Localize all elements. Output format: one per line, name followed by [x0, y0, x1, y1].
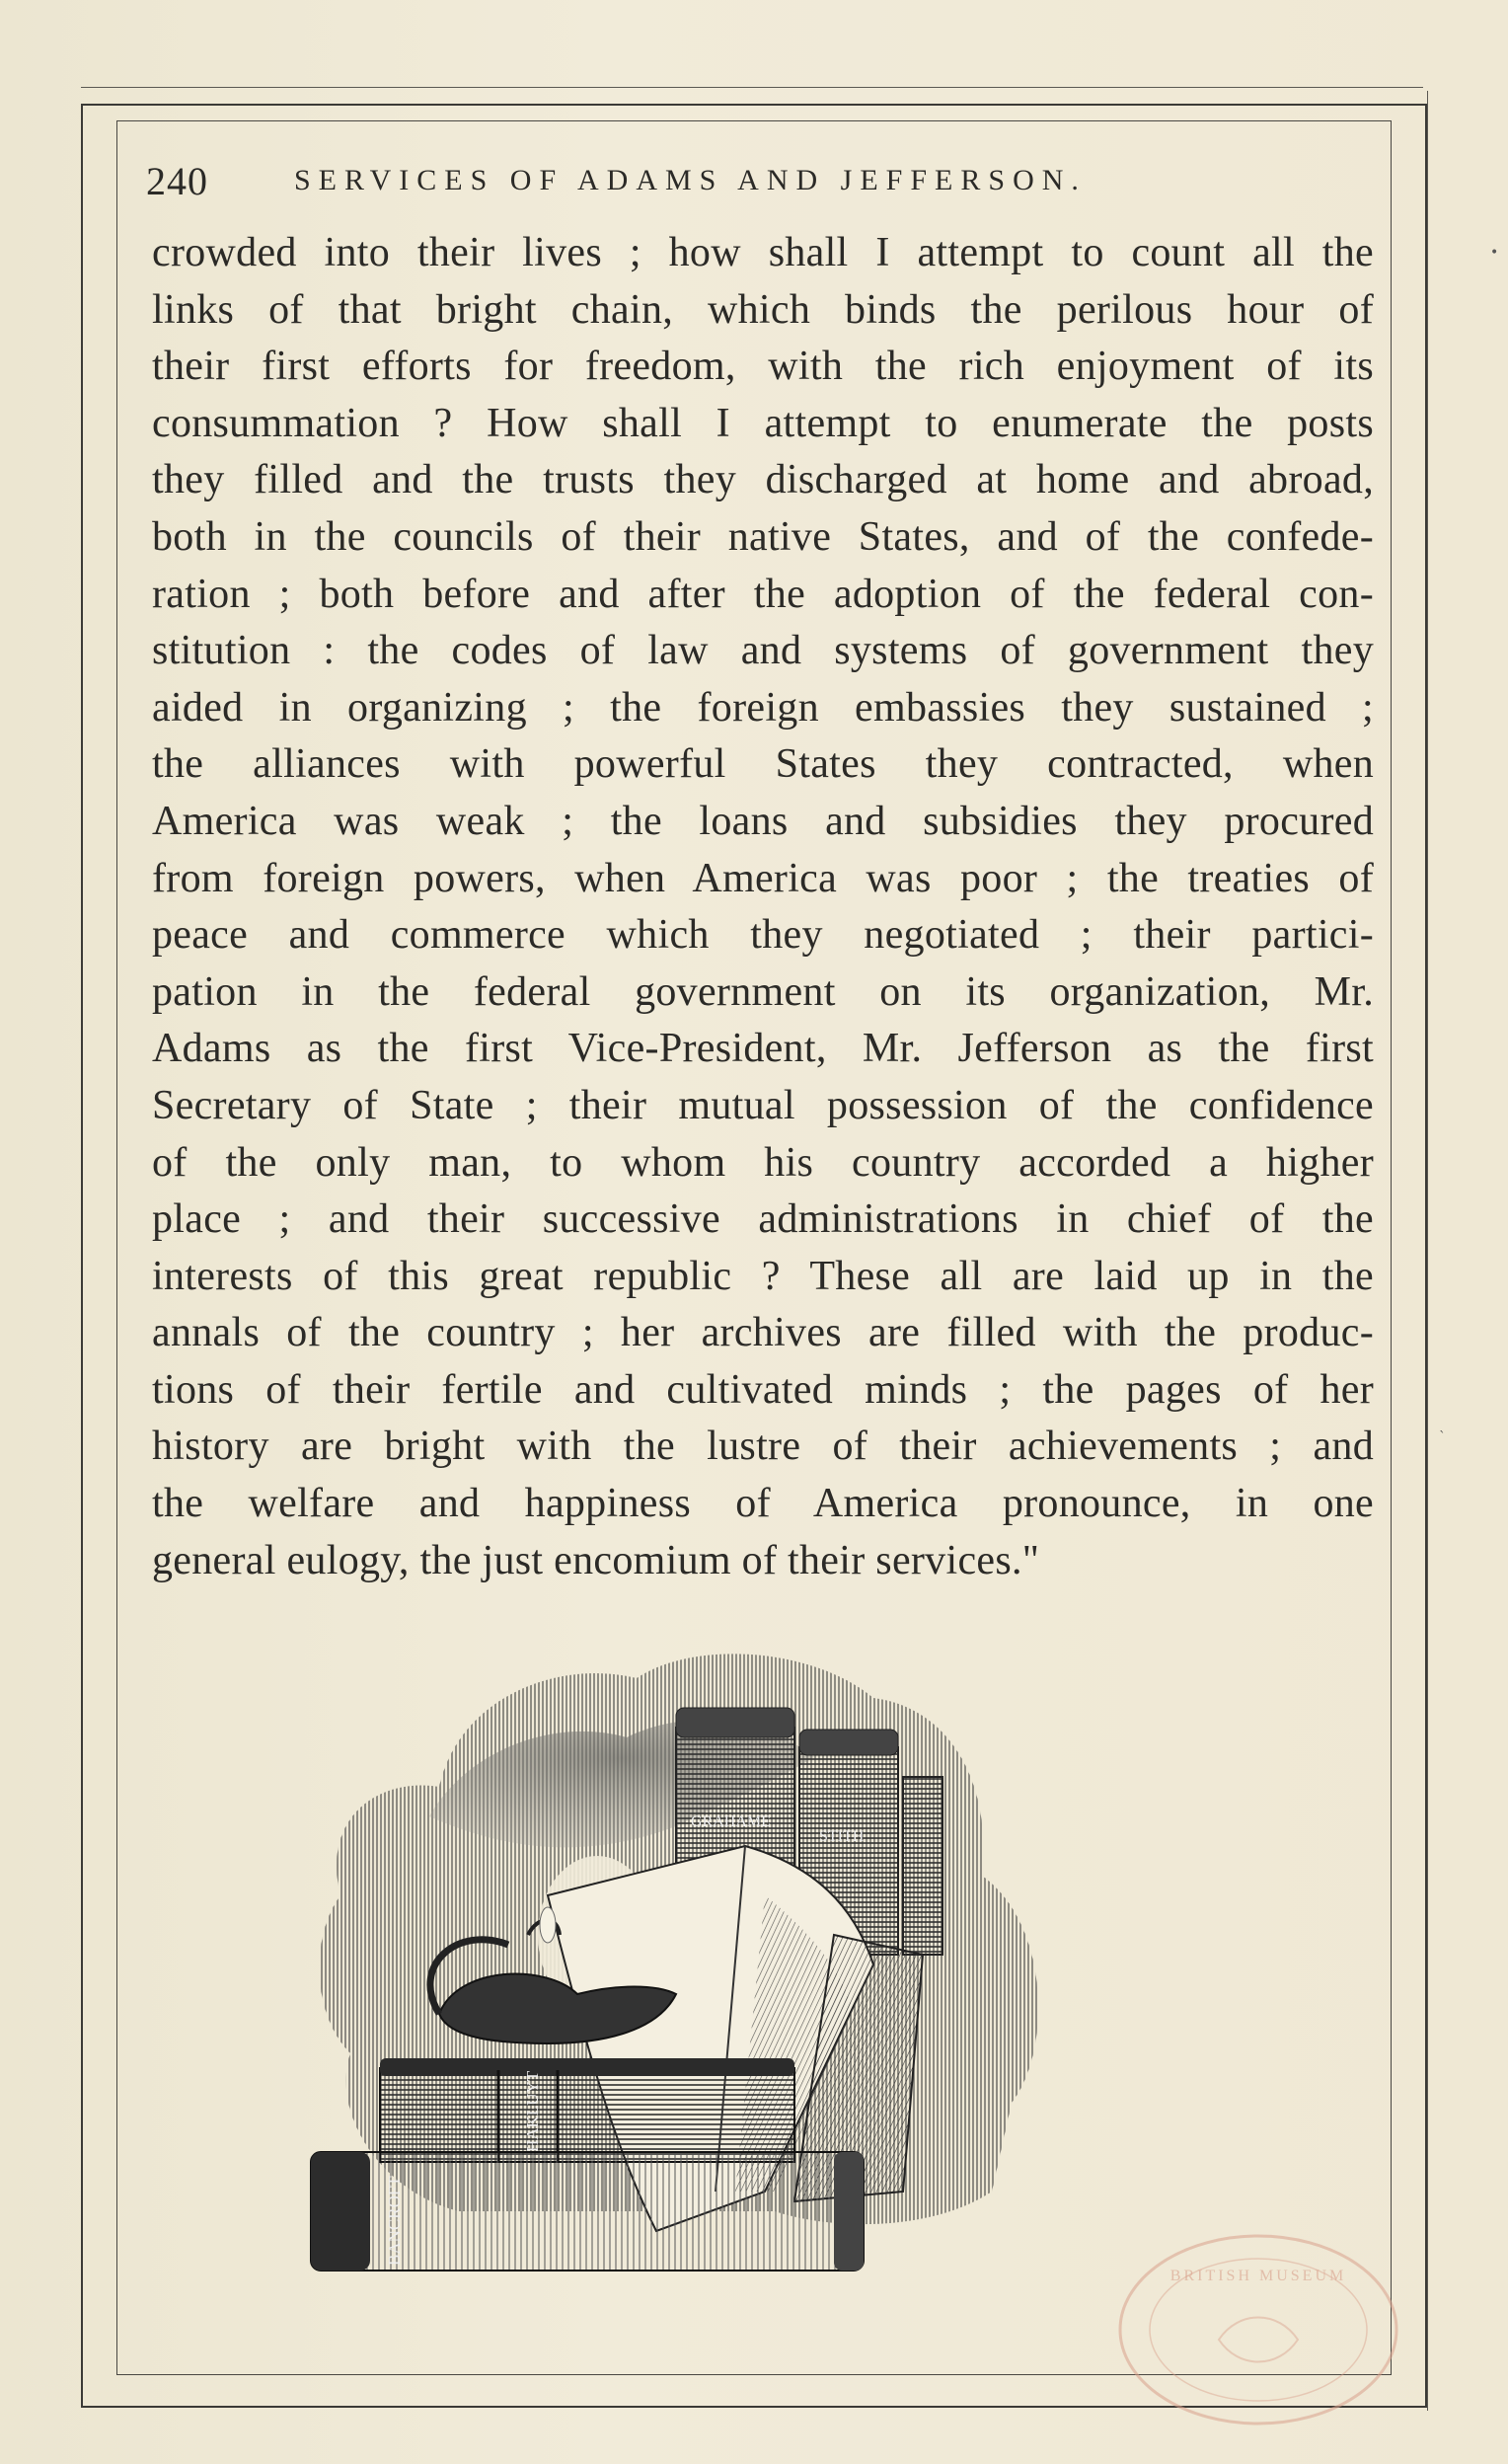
body-text [152, 225, 1374, 1589]
text-line: stitution : the codes of law and systems of government they [152, 628, 1374, 674]
text-line: pation in the federal government on its organization, Mr. [152, 968, 1374, 1015]
spine-label-grahame: GRAHAME [691, 1813, 771, 1830]
text-line: crowded into their lives ; how shall I attempt to count all the [152, 230, 1374, 275]
book-hakluyt [380, 2068, 794, 2162]
text-line: they filled and the trusts they discharged at home and abroad, [152, 457, 1374, 503]
text-line: the alliances with powerful States they contracted, when [152, 741, 1374, 788]
text-line: Secretary of State ; their mutual possession of the confidence [152, 1082, 1374, 1128]
text-line: America was weak ; the loans and subsidies they procured [152, 798, 1374, 844]
text-line: annals of the country ; her archives are filled with the produc- [152, 1310, 1374, 1356]
text-line: ration ; both before and after the adoption of the federal con- [152, 571, 1374, 617]
margin-mark: • [1490, 245, 1499, 261]
stamp-text: BRITISH MUSEUM [1169, 2268, 1347, 2284]
spine-label-bancroft: BANCROFT [385, 2176, 404, 2266]
text-line: history are bright with the lustre of their achievements ; and [152, 1424, 1374, 1470]
library-stamp [1110, 2221, 1406, 2428]
text-line: interests of this great republic ? These all are laid up in the [152, 1253, 1374, 1299]
spine-label-stith: STITH [819, 1828, 865, 1845]
text-line: tions of their fertile and cultivated minds ; the pages of her [152, 1366, 1374, 1413]
text-line: both in the councils of their native States, and of the confede- [152, 513, 1374, 560]
spine-label-hakluyt: HAKLUYT [523, 2070, 542, 2152]
frame-top-rule [81, 87, 1423, 88]
text-line: consummation ? How shall I attempt to enumerate the posts [152, 400, 1374, 446]
page-number: 240 [146, 159, 208, 203]
text-line: place ; and their successive administrations in chief of the [152, 1196, 1374, 1243]
text-line: aided in organizing ; the foreign embassies they sustained ; [152, 684, 1374, 731]
text-line: links of that bright chain, which binds the perilous hour of [152, 286, 1374, 333]
text-line: Adams as the first Vice-President, Mr. Jefferson as the first [152, 1026, 1374, 1072]
frame-right-rule [1427, 91, 1428, 2411]
text-line: their first efforts for freedom, with the rich enjoyment of its [152, 344, 1374, 390]
text-line: peace and commerce which they negotiated ; their partici- [152, 912, 1374, 959]
text-line: general eulogy, the just encomium of their services." [152, 1537, 1040, 1583]
margin-mark: ` [1439, 1429, 1446, 1445]
text-line: from foreign powers, when America was poor ; the treaties of [152, 855, 1374, 901]
running-head: SERVICES OF ADAMS AND JEFFERSON. [294, 164, 1087, 196]
text-line: of the only man, to whom his country accorded a higher [152, 1139, 1374, 1186]
text-line: the welfare and happiness of America pronounce, in one [152, 1481, 1374, 1527]
tailpiece-engraving [301, 1639, 1091, 2320]
page-header [146, 158, 1380, 207]
